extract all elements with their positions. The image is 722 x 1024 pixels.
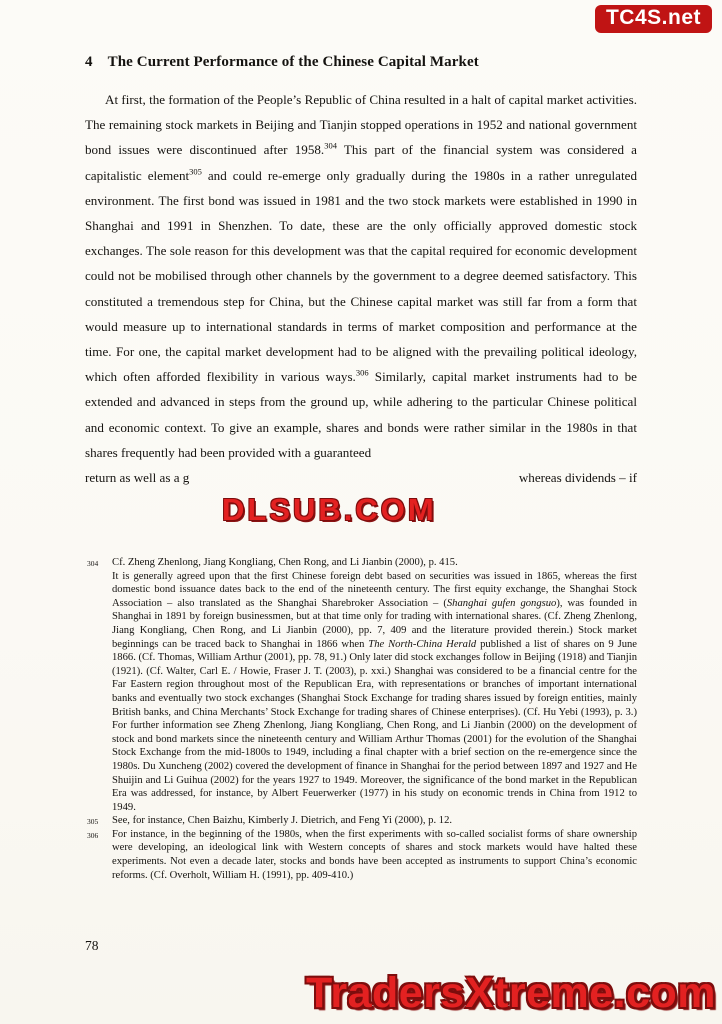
text-run: The North-China Herald bbox=[368, 638, 477, 650]
text-run: Similarly, capital market instruments had to be extended and advanced in steps from the ground up, while adhering to the particular Chinese political and economic context. To give an example, shares and bonds were rather similar in the 1980s in that shares frequently had been provided with a guaranteed bbox=[85, 369, 637, 460]
footnote-304 bbox=[85, 556, 637, 814]
last-line-right: whereas dividends – if bbox=[518, 470, 637, 486]
body-paragraph bbox=[85, 87, 637, 465]
footnote-number: 304 bbox=[87, 559, 99, 568]
text-run: Cf. Zheng Zhenlong, Jiang Kongliang, Chen Rong, and Li Jianbin (2000), p. 415. bbox=[112, 557, 458, 568]
footnote-306 bbox=[85, 828, 637, 882]
text-run: See, for instance, Chen Baizhu, Kimberly J. Dietrich, and Feng Yi (2000), p. 12. bbox=[112, 815, 453, 827]
footnote-paragraph bbox=[112, 814, 637, 828]
footnote-number: 306 bbox=[87, 830, 99, 840]
watermark-middle: DLSUB.COM bbox=[222, 492, 437, 527]
footnote-number: 305 bbox=[87, 817, 99, 827]
section-heading bbox=[85, 54, 637, 71]
body-text bbox=[85, 87, 637, 490]
body-last-line bbox=[85, 465, 637, 490]
page-number: 78 bbox=[85, 938, 99, 953]
footnote-ref: 304 bbox=[324, 141, 337, 152]
footnote-paragraph bbox=[112, 556, 637, 570]
footnote-ref: 306 bbox=[355, 367, 369, 378]
footnote-paragraph bbox=[112, 570, 637, 815]
watermark-bottom: TradersXtreme.com bbox=[305, 969, 716, 1017]
section-title: The Current Performance of the Chinese Capital Market bbox=[107, 54, 479, 70]
footnotes-section bbox=[85, 556, 637, 882]
text-run: Shanghai gufen gongsuo bbox=[446, 597, 557, 609]
footnote-305 bbox=[85, 814, 637, 828]
text-run: and could re-emerge only gradually during the 1980s in a rather unregulated environment. The first bond was issued in 1981 and the two stock markets were established in 1990 in Shanghai and 1991 in Shenzhen. To date, these are the only officially approved domestic stock exchanges. The sole reason for this development was that the capital required for economic development could not be mobilised through other channels by the government to a degree deemed satisfactory. This constituted a tremendous step for China, but the Chinese capital market was still far from a form that would measure up to international standards in terms of market composition and performance at the time. For one, the capital market development had to be aligned with the prevailing political ideology, which often afforded flexibility in various ways. bbox=[85, 167, 637, 385]
watermark-top: TC4S.net bbox=[595, 5, 712, 33]
footnote-paragraph bbox=[112, 828, 637, 882]
last-line-left: return as well as a g bbox=[85, 470, 190, 486]
section-number: 4 bbox=[85, 54, 93, 70]
text-run: At first, the formation of the People’s Republic of China resulted in a halt of capital market activities. The remaining stock markets in Beijing and Tianjin stopped operations in 1952 and national government bond issues were discontinued after 1958. bbox=[85, 92, 637, 158]
text-run: It is generally agreed upon that the first Chinese foreign debt based on securities was issued in 1865, whereas the first domestic bond issuance dates back to the end of the nineteenth century. The first equity exchange, the Shanghai Stock Association – also translated as the Shanghai Sharebroker Association – ( bbox=[112, 570, 637, 609]
text-run: published a list of shares on 9 June 1866. (Cf. Thomas, William Arthur (2001), pp. 78, 91.) Only later did stock exchanges follow in Beijing (1918) and Tianjin (1921). (Cf. Walter, Carl E. / Howie, Fraser J. T. (2003), p. xxi.) Shanghai was considered to be a financial centre for the Far Eastern region throughout most of the Republican Era, with representations or branches of important international banks and eventually two stock exchanges (Shanghai Stock Exchange for trading shares issued by foreign entities, mainly British banks, and China Merchants’ Stock Exchange for trading shares of Chinese enterprises). (Cf. Hu Yebi (1993), p. 3.) For further information see Zheng Zhenlong, Jiang Kongliang, Chen Rong, and Li Jianbin (2000) on the development of stock and bond markets since the nineteenth century and William Arthur Thomas (2001) for the evolution of the Shanghai Stock Exchange from the mid-1800s to 1949, including a final chapter with a brief section on the re-emergence since the 1980s. Du Xuncheng (2002) covered the development of finance in Shanghai for the period between 1897 and 1927 and He Shuijin and Li Guihua (2002) for the years 1927 to 1949. Moreover, the significance of the bond market in the Republican Era was addressed, for instance, by Albert Feuerwerker (1977) in his study on economic trends in China from 1912 to 1949. bbox=[112, 638, 637, 813]
footnote-ref: 305 bbox=[189, 166, 202, 177]
text-run: For instance, in the beginning of the 1980s, when the first experiments with so-called socialist forms of share ownership were developing, an ideological link with Western concepts of shares and stock markets would have halted these experiments. Not even a decade later, stocks and bonds have been accepted as instruments to support China’s economic reforms. (Cf. Overholt, William H. (1991), pp. 409-410.) bbox=[112, 828, 637, 881]
text-run: ), was founded in Shanghai in 1891 by foreign businessmen, but at that time only for trading with international shares. (Cf. Zheng Zhenlong, Jiang Kongliang, Chen Rong, and Li Jianbin (2000), pp. 7, 409 and the literature provided therein.) Stock market beginnings can be traced back to Shanghai in 1866 when bbox=[112, 597, 637, 650]
text-run: This part of the financial system was considered a capitalistic element bbox=[85, 142, 637, 183]
